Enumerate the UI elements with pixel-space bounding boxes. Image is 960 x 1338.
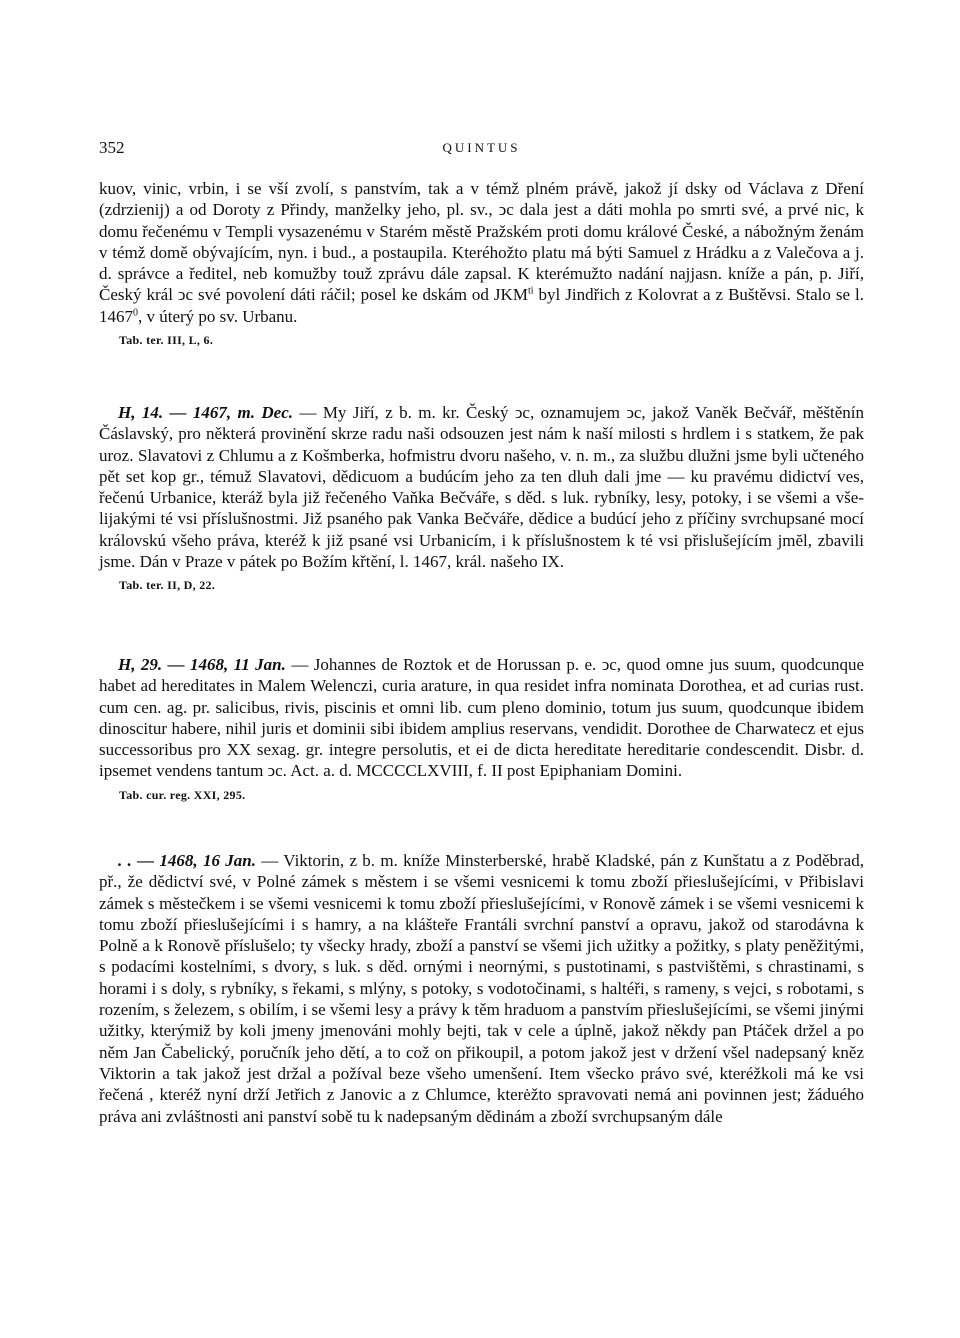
source-reference: Tab. ter. II, D, 22.	[119, 578, 216, 593]
entry-1468-11-jan	[99, 654, 864, 803]
entry-heading: . . — 1468, 16 Jan.	[118, 851, 256, 870]
entry-text: kuov, vinic, vrbin, i se vší zvolí, s panstvím, tak a v témž plném právě, jakož jí dsky od Václava z Dření (zdrzienij) a od Doroty z Přindy, manželky jeho, pl. sv., ↄc dala jest a dáti mohla po smrti své, a prvé nic, k domu řečenému v Templi vysazenému v Starém městě Pražském proti domu králové České, a nábožným ženám v témž domě obývajícím, nyn. i bud., a postaupila. Kteréhožto platu má býti Samuel z Hrádku a z Valečova a j. d. správce a ředitel, neb komužby touž zprávu dále zapsal. K kterémužto nadání najjasn. kníže a pán, p. Jiří, Český král ↄc své povolení dáti ráčil; posel ke dskám od $JKM^{ti}$ byl Jindřich z Kolovrat a z Buštěvsi. Stalo se l. 1467$^0$, v úterý po sv. Urbanu.	[99, 179, 864, 326]
entry-continuation	[99, 178, 864, 348]
page-header	[99, 138, 864, 160]
entry-1467-dec	[99, 402, 864, 593]
running-head: QUINTUS	[442, 140, 521, 155]
entry-text: H, 29. — 1468, 11 Jan. — Johannes de Roztok et de Horussan p. e. ↄc, quod omne jus suum, quodcunque habet ad hereditates in Malem Welenczi, curia arature, in qua residet infra nominata Dorothea, et ad curias rust. cum cen. ag. pr. salicibus, rivis, piscinis et omni lib. cum pleno dominio, totum jus suum, quodcunque ibidem dinoscitur habere, nihil juris et dominii sibi ibidem amplius reservans, vendidit. Dorothee de Charwatecz et ejus successoribus pro XX sexag. gr. integre persolutis, et ei de dicta hereditate hereditarie condescendit. Disbr. d. ipsemet vendens tantum ↄc. Act. a. d. MCCCCLXVIII, f. II post Epiphaniam Domini.	[99, 655, 864, 781]
entry-text: H, 14. — 1467, m. Dec. — My Jiří, z b. m. kr. Český ↄc, oznamujem ↄc, jakož Vaněk Bečvář, měštěnín Čáslavský, pro některá provinění skrze radu naši odsouzen jest nám k naší milosti s hrdlem i s statkem, že pak uroz. Slavatovi z Chlumu a z Košmberka, hofmistru dvoru našeho, v. n. m., za službu dlužni jsme byli učteného pět set kop gr., témuž Slavatovi, dědicuom a budúcím jeho za ten dluh dali jme — ku pravému didictví ves, řečenú Urbanice, kteráž byla již řečeného Vaňka Bečváře, s děd. s luk. rybníky, lesy, potoky, i se všemi a všelijakými té vsi příslušnostmi. Již psaného pak Vanka Bečváře, dědice a budúcí jeho z příčiny svrchupsané mocí královskú všeho práva, kteréž k již psané vsi Urbanicím, i k příslušnostem k té vsi přislušejícím jmĕl, zbavili jsme. Dán v Praze v pátek po Božím křtění, l. 1467, král. našeho IX.	[99, 403, 864, 572]
page-number: 352	[99, 138, 125, 157]
entry-heading: H, 29. — 1468, 11 Jan.	[118, 655, 286, 674]
source-reference: Tab. cur. reg. XXI, 295.	[119, 787, 246, 802]
source-reference: Tab. ter. III, L, 6.	[119, 333, 214, 348]
superscript: 0	[133, 307, 138, 319]
entry-heading: H, 14. — 1467, m. Dec.	[118, 403, 294, 422]
entry-1468-16-jan	[99, 850, 864, 1127]
entry-text: . . — 1468, 16 Jan. — Viktorin, z b. m. kníže Minsterberské, hrabě Kladské, pán z Kunštatu a z Poděbrad, př., že dědictví své, v Polné zámek s městem i se všemi vesnicemi k tomu zboží přieslušejícími, v Přibislavi zámek s městečkem i se všemi vesnicemi k tomu zboží přieslušejícími, v Ronově zámek i se všemi vesnicemi k tomu zboží přieslušejícími i s hamry, a na klášteře Frantáli svrchní panství a opravu, jakož od starodávna k Polně a k Ronově příslušelo; ty všecky hrady, zboží a panství se všemi jich užitky a požitky, s platy peněžitými, s podacími kostelními, s dvory, s luk. s děd. ornými i neornými, s pustotinami, s pastvištěmi, s chrastinami, s horami i s doly, s rybníky, s řekami, s mlýny, s potoky, s vodotočinami, s haltéři, s rameny, s vejci, s robotami, s rozením, s železem, s obilím, i se všemi lesy a právy k těm hraduom a panstvím přieslušejícími, se všemi jinými užitky, kterýmiž by koli jmeny jmenováni mohly bejti, tak v cele a úplně, jakož někdy pan Ptáček držel a po něm Jan Čabelický, poručník jeho dětí, a to což on přikoupil, a potom jakož jest v držení všel nadepsaný kněz Viktorin a tak jakož jest držal a požíval beze všeho umenšení. Item všecko právo své, kteréžkoli má ke vsi řečená , kteréž nyní drží Jetřich z Janovic a z Chlumce, kterėžto spravovati nemá ani povinnen jest; žáduého práva ani zvláštnosti ani panství sobě tu k nadepsaným dědinám a zboží svrchupsaným dále	[99, 851, 864, 1126]
superscript: ti	[527, 285, 534, 297]
